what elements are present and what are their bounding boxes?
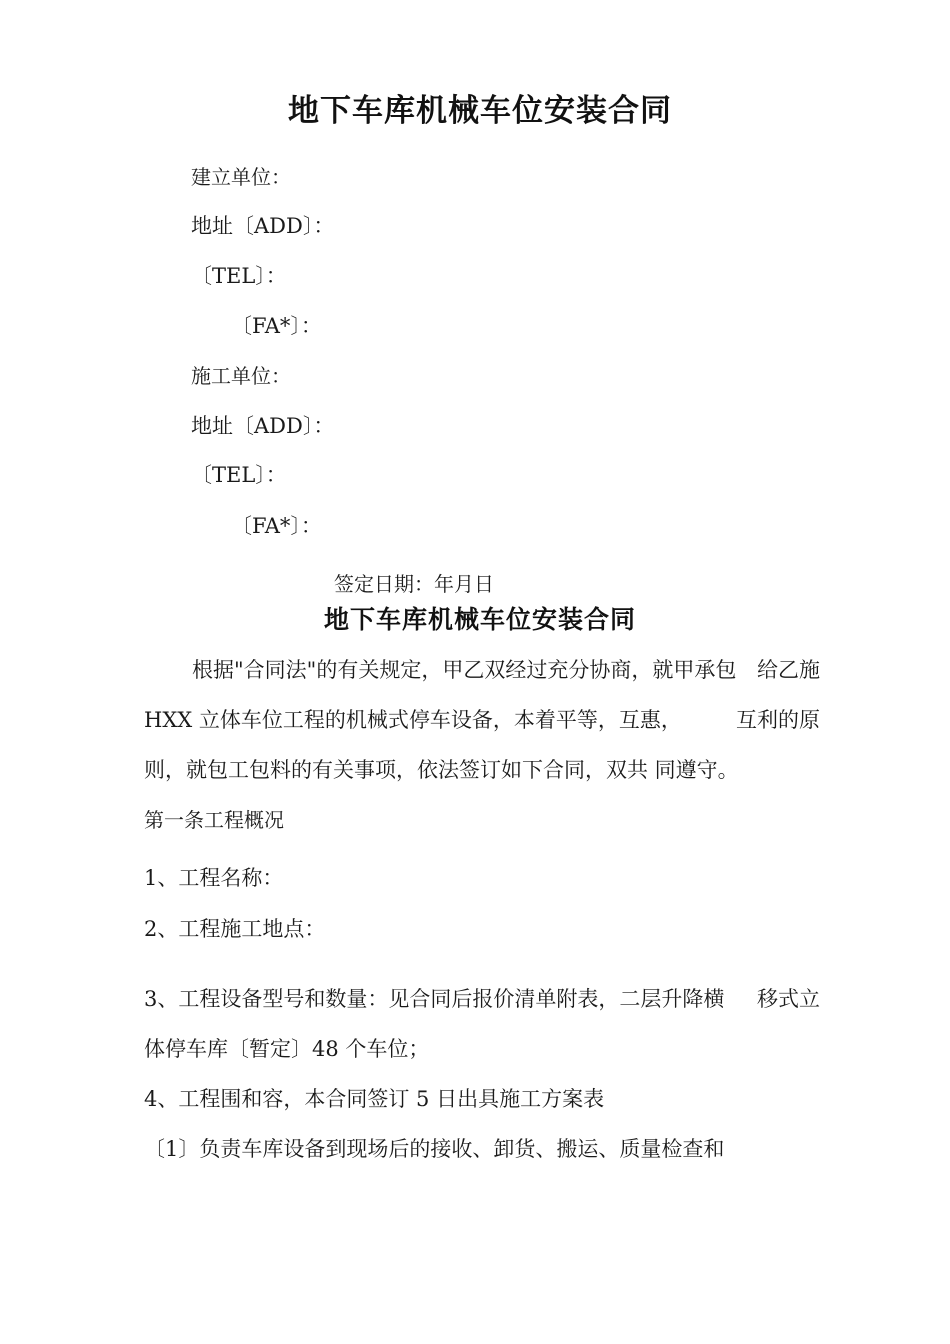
party-b-address: 地址〔ADD〕： <box>191 414 335 438</box>
article-1-item-3-b: 移式立 <box>757 987 820 1011</box>
intro-paragraph <box>144 656 820 806</box>
article-1-item-3-line-1 <box>144 985 820 1035</box>
intro-line-1-b: 给乙施 <box>757 658 820 682</box>
intro-line-3 <box>144 756 820 806</box>
party-a-tel: 〔TEL〕： <box>191 264 287 288</box>
intro-line-2 <box>144 706 820 756</box>
party-b-fax: 〔FA*〕： <box>231 514 322 538</box>
article-1-item-3-c: 体停车库〔暂定〕48 个车位； <box>144 1037 430 1061</box>
party-b-tel: 〔TEL〕： <box>191 463 287 487</box>
party-a-unit: 建立单位： <box>191 165 291 189</box>
document-title: 地下车库机械车位安装合同 <box>288 93 672 129</box>
article-1-item-3-a: 3、工程设备型号和数量：见合同后报价清单附表，二层升降横 <box>144 987 725 1011</box>
article-1-item-4-1: 〔1〕负责车库设备到现场后的接收、卸货、搬运、质量检查和 <box>144 1137 725 1161</box>
article-1-item-4: 4、工程围和容，本合同签订 5 日出具施工方案表 <box>144 1087 605 1111</box>
intro-line-1 <box>144 656 820 706</box>
party-a-fax: 〔FA*〕： <box>231 314 322 338</box>
party-b-unit: 施工单位： <box>191 364 291 388</box>
sign-date: 签定日期：年月日 <box>334 572 494 596</box>
intro-line-1-a: 根据"合同法"的有关规定，甲乙双经过充分协商，就甲承包 <box>192 658 737 682</box>
article-1-heading: 第一条工程概况 <box>144 808 284 832</box>
article-1-item-3 <box>144 985 820 1085</box>
intro-line-2-b: 互利的原 <box>736 708 820 732</box>
intro-line-3-text: 则，就包工包料的有关事项，依法签订如下合同，双共 同遵守。 <box>144 758 739 782</box>
article-1-item-1: 1、工程名称： <box>144 866 284 890</box>
intro-line-2-a: HXX 立体车位工程的机械式停车设备，本着平等，互惠， <box>144 708 682 732</box>
article-1-item-2: 2、工程施工地点： <box>144 917 326 941</box>
party-a-address: 地址〔ADD〕： <box>191 214 335 238</box>
article-1-item-3-line-2 <box>144 1035 820 1085</box>
contract-title: 地下车库机械车位安装合同 <box>323 605 636 634</box>
